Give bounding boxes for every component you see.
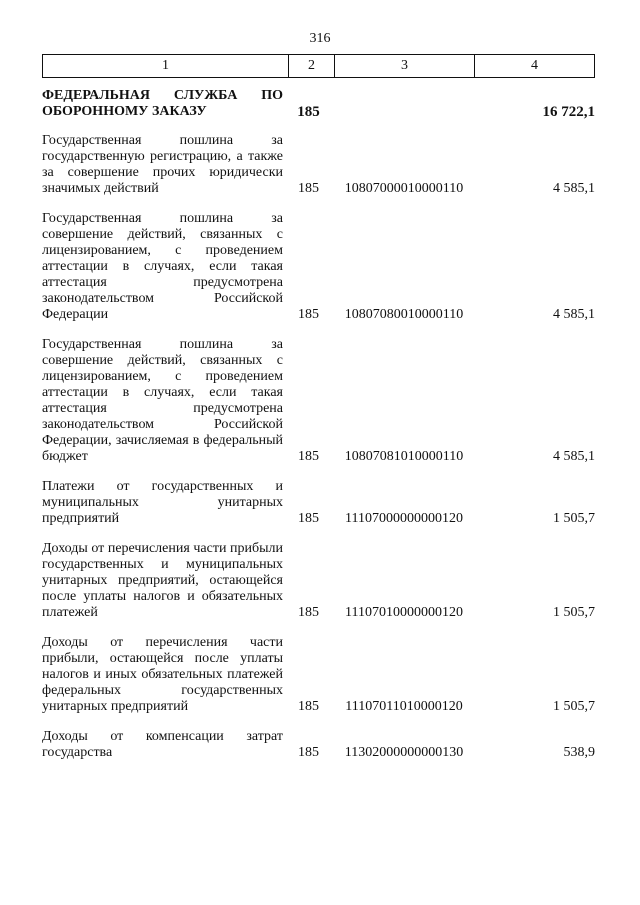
row-admin-code: 185	[298, 745, 319, 760]
row-admin-code: 185	[298, 449, 319, 464]
table-row	[42, 211, 595, 323]
row-admin-code: 185	[298, 605, 319, 620]
row-amount: 4 585,1	[553, 307, 595, 322]
row-amount: 1 505,7	[553, 511, 595, 526]
row-name: Государственная пошлина за совершение действий, связанных с лицензированием, с проведением аттестации в случаях, если такая аттестация предусмотрена законодательством Российской Федерации	[42, 211, 283, 322]
row-amount: 16 722,1	[542, 104, 595, 120]
row-classification-code: 10807081010000110	[344, 449, 464, 464]
header-col-1: 1	[43, 55, 289, 77]
table-row	[42, 133, 595, 197]
row-classification-code: 10807080010000110	[344, 307, 464, 322]
row-classification-code: 11107010000000120	[345, 605, 463, 620]
header-col-3: 3	[335, 55, 475, 77]
row-admin-code: 185	[298, 181, 319, 196]
table-row	[42, 729, 595, 761]
row-classification-code: 11302000000000130	[344, 745, 464, 760]
table-row	[42, 635, 595, 715]
row-amount: 4 585,1	[553, 181, 595, 196]
row-name: Государственная пошлина за государственную регистрацию, а также за совершение прочих юридически значимых действий	[42, 133, 283, 196]
row-classification-code: 11107000000000120	[345, 511, 463, 526]
page-number: 316	[309, 31, 331, 46]
row-classification-code: 11107011010000120	[345, 699, 463, 714]
row-name: ФЕДЕРАЛЬНАЯ СЛУЖБА ПО ОБОРОННОМУ ЗАКАЗУ	[42, 88, 283, 119]
row-amount: 538,9	[563, 745, 595, 760]
row-amount: 1 505,7	[553, 699, 595, 714]
row-admin-code: 185	[298, 699, 319, 714]
row-name: Платежи от государственных и муниципальных унитарных предприятий	[42, 479, 283, 526]
header-col-4: 4	[531, 58, 538, 73]
row-name: Государственная пошлина за совершение действий, связанных с лицензированием, с проведением аттестации в случаях, если такая аттестация предусмотрена законодательством Российской Федерации, зачисляемая в федеральный бюджет	[42, 337, 283, 464]
table-body	[42, 88, 595, 761]
table-row	[42, 541, 595, 621]
row-admin-code: 185	[298, 307, 319, 322]
row-amount: 1 505,7	[553, 605, 595, 620]
row-admin-code: 185	[297, 104, 320, 120]
table-header	[42, 54, 595, 78]
row-classification-code: 10807000010000110	[344, 181, 464, 196]
row-name: Доходы от компенсации затрат государства	[42, 729, 283, 760]
table-row	[42, 479, 595, 527]
header-col-2: 2	[289, 55, 335, 77]
row-name: Доходы от перечисления части прибыли государственных и муниципальных унитарных предприятий, остающейся после уплаты налогов и обязательных платежей	[42, 541, 283, 620]
row-amount: 4 585,1	[553, 449, 595, 464]
table-row	[42, 337, 595, 465]
row-admin-code: 185	[298, 511, 319, 526]
table-row	[42, 88, 595, 120]
row-name: Доходы от перечисления части прибыли, остающейся после уплаты налогов и иных обязательных платежей федеральных государственных унитарных предприятий	[42, 635, 283, 714]
